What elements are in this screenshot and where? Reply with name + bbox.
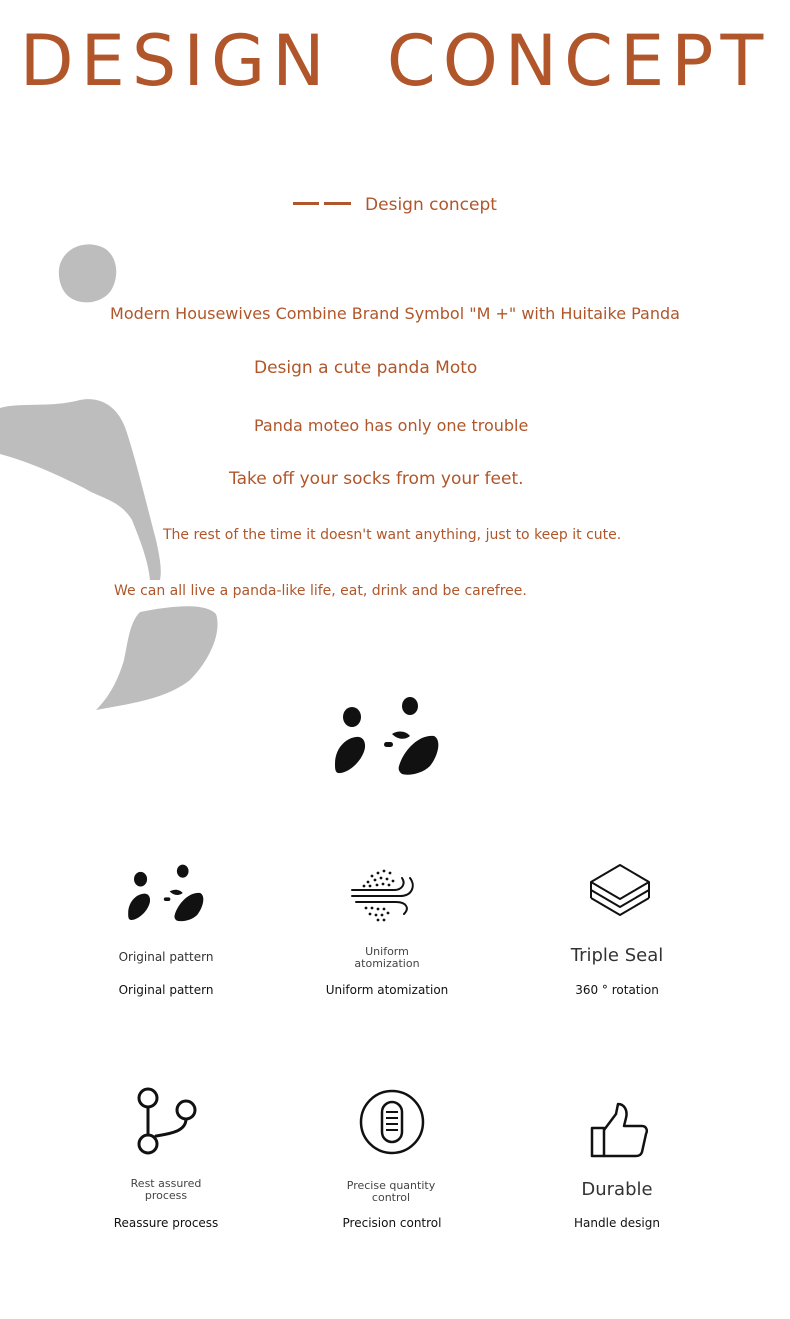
layers-icon	[588, 862, 652, 926]
feature-caption-1: Original pattern	[118, 950, 214, 964]
concept-line-2: Design a cute panda Moto	[254, 358, 478, 378]
concept-line-5: The rest of the time it doesn't want anything, just to keep it cute.	[163, 527, 622, 543]
feature-label-5: Precision control	[342, 1216, 442, 1230]
concept-header	[0, 195, 790, 215]
feature-caption-2: Uniform atomization	[354, 945, 420, 970]
thumbs-up-icon	[588, 1100, 650, 1162]
concept-line-4: Take off your socks from your feet.	[229, 469, 524, 489]
feature-caption-3: Triple Seal	[570, 945, 664, 966]
feature-label-1: Original pattern	[118, 983, 214, 997]
concept-header-label: Design concept	[365, 195, 497, 215]
atomization-icon	[350, 868, 418, 922]
feature-label-3: 360 ° rotation	[575, 983, 659, 997]
feature-label-4: Reassure process	[113, 1216, 219, 1230]
concept-line-6: We can all live a panda-like life, eat, drink and be carefree.	[114, 583, 527, 599]
feature-caption-5: Precise quantity control	[346, 1179, 436, 1204]
header-dash-decoration	[293, 202, 351, 205]
page-title: DESIGN CONCEPT	[19, 20, 771, 102]
concept-line-3: Panda moteo has only one trouble	[254, 416, 529, 435]
branch-icon	[134, 1086, 200, 1156]
feature-label-2: Uniform atomization	[325, 983, 449, 997]
concept-line-1: Modern Housewives Combine Brand Symbol "M +" with Huitaike Panda	[110, 304, 680, 323]
feature-label-6: Handle design	[574, 1216, 660, 1230]
feature-caption-4: Rest assured process	[130, 1177, 202, 1202]
panda-logo-icon	[332, 694, 442, 778]
panda-pattern-icon	[126, 862, 206, 924]
dial-icon	[358, 1088, 426, 1156]
feature-caption-6: Durable	[581, 1179, 653, 1200]
